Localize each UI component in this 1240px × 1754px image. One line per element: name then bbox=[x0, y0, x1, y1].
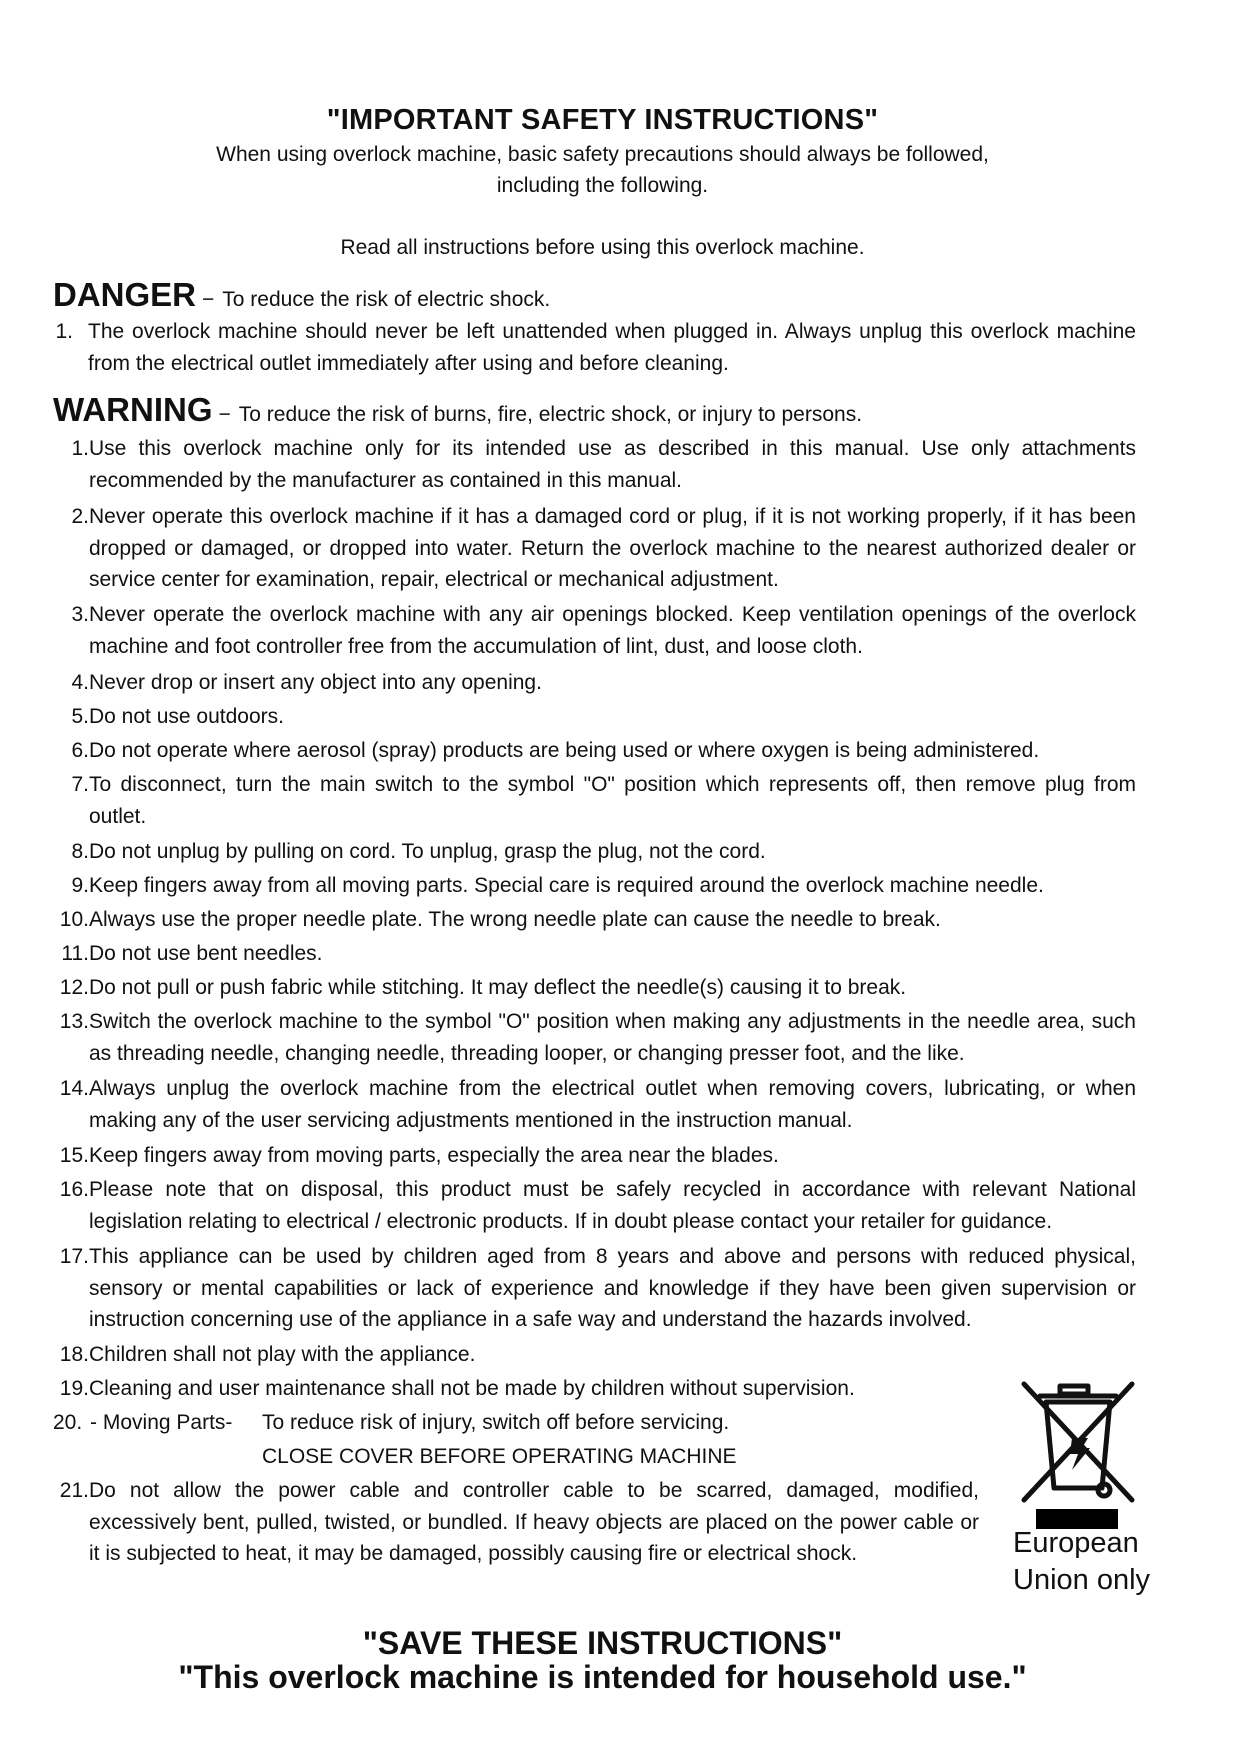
item-text: Use this overlock machine only for its intended use as described in this manual. Use only attachments recommended by the manufacturer as contained in this manual. bbox=[89, 437, 1136, 492]
item-text: Cleaning and user maintenance shall not be made by children without supervision. bbox=[89, 1377, 855, 1400]
warning-item-12 bbox=[59, 972, 1136, 1004]
intro-line-2: including the following. bbox=[496, 174, 709, 197]
item-number: 7. bbox=[71, 773, 89, 796]
item-number: 12. bbox=[59, 976, 89, 999]
item-text: Keep fingers away from moving parts, especially the area near the blades. bbox=[89, 1144, 779, 1167]
weee-line-2: Union only bbox=[1013, 1564, 1151, 1596]
item-number: 21. bbox=[59, 1479, 89, 1502]
warning-item-20 bbox=[53, 1407, 232, 1439]
warning-item-1 bbox=[71, 433, 1136, 496]
item-number: 18. bbox=[59, 1343, 89, 1366]
item-number: 20. bbox=[53, 1411, 83, 1434]
item-number: 15. bbox=[59, 1144, 89, 1167]
household-use-heading: "This overlock machine is intended for household use." bbox=[178, 1659, 1027, 1695]
warning-item-4 bbox=[71, 667, 1136, 699]
warning-text: To reduce the risk of burns, fire, electric shock, or injury to persons. bbox=[238, 403, 863, 426]
warning-item-6 bbox=[71, 735, 1136, 767]
danger-heading bbox=[53, 276, 550, 314]
save-instructions-heading: "SAVE THESE INSTRUCTIONS" bbox=[362, 1625, 843, 1661]
item-text: Do not unplug by pulling on cord. To unplug, grasp the plug, not the cord. bbox=[89, 840, 766, 863]
warning-item-5 bbox=[71, 701, 1136, 733]
item-number: 11. bbox=[61, 942, 89, 965]
item-text: Please note that on disposal, this product must be safely recycled in accordance with relevant National legislation relating to electrical / electronic products. If in doubt please contact your retailer for guidance. bbox=[89, 1178, 1136, 1233]
item-text: Never operate this overlock machine if it has a damaged cord or plug, if it is not working properly, if it has been dropped or damaged, or dropped into water. Return the overlock machine to the nearest authorized dealer or service center for examination, repair, electrical or mechanical adjustment. bbox=[89, 505, 1136, 591]
item-number: 1. bbox=[55, 320, 73, 343]
moving-parts-text: To reduce risk of injury, switch off before servicing. bbox=[262, 1411, 730, 1434]
item-text: Do not use bent needles. bbox=[89, 942, 323, 965]
warning-item-9 bbox=[71, 870, 1136, 902]
item-text: Do not pull or push fabric while stitching. It may deflect the needle(s) causing it to break. bbox=[89, 976, 907, 999]
item-number: 19. bbox=[59, 1377, 89, 1400]
warning-keyword: WARNING bbox=[53, 391, 213, 428]
item-text: To disconnect, turn the main switch to the symbol "O" position which represents off, then remove plug from outlet. bbox=[89, 773, 1136, 828]
warning-item-3 bbox=[71, 599, 1136, 662]
item-number: 4. bbox=[71, 671, 89, 694]
item-number: 17. bbox=[59, 1245, 89, 1268]
warning-item-21 bbox=[59, 1475, 979, 1570]
item-text: The overlock machine should never be left unattended when plugged in. Always unplug this overlock machine from the electrical outlet immediately after using and before cleaning. bbox=[88, 320, 1136, 375]
warning-item-2 bbox=[71, 501, 1136, 596]
intro-line-1: When using overlock machine, basic safety precautions should always be followed, bbox=[216, 143, 989, 166]
warning-item-14 bbox=[59, 1073, 1136, 1136]
danger-dash: − bbox=[202, 288, 215, 311]
warning-item-16 bbox=[59, 1174, 1136, 1237]
item-number: 14. bbox=[59, 1077, 89, 1100]
warning-item-13 bbox=[59, 1006, 1136, 1069]
weee-label bbox=[1013, 1525, 1150, 1599]
item-number: 5. bbox=[71, 705, 89, 728]
item-number: 1. bbox=[71, 437, 89, 460]
item-text: This appliance can be used by children aged from 8 years and above and persons with reduced physical, sensory or mental capabilities or lack of experience and knowledge if they have been given supervision or instruction concerning use of the appliance in a safe way and understand the hazards involved. bbox=[89, 1245, 1136, 1331]
danger-keyword: DANGER bbox=[53, 276, 197, 313]
item-number: 9. bbox=[71, 874, 89, 897]
item-text: Do not operate where aerosol (spray) products are being used or where oxygen is being administered. bbox=[89, 739, 1040, 762]
warning-item-15 bbox=[59, 1140, 1136, 1172]
weee-line-1: European bbox=[1013, 1527, 1139, 1559]
warning-item-7 bbox=[71, 769, 1136, 832]
item-text: Switch the overlock machine to the symbol "O" position when making any adjustments in the needle area, such as threading needle, changing needle, threading looper, or changing presser foot, and the like. bbox=[89, 1010, 1136, 1065]
item-text: Always use the proper needle plate. The wrong needle plate can cause the needle to break. bbox=[89, 908, 941, 931]
item-text: Children shall not play with the appliance. bbox=[89, 1343, 476, 1366]
item-number: 6. bbox=[71, 739, 89, 762]
item-text: Always unplug the overlock machine from the electrical outlet when removing covers, lubricating, or when making any of the user servicing adjustments mentioned in the instruction manual. bbox=[89, 1077, 1136, 1132]
warning-item-8 bbox=[71, 836, 1136, 868]
danger-item-1 bbox=[55, 316, 1136, 379]
warning-item-19 bbox=[59, 1373, 1136, 1405]
item-number: 10. bbox=[59, 908, 89, 931]
warning-item-11 bbox=[61, 938, 1136, 970]
item-number: 2. bbox=[71, 505, 89, 528]
intro-read-all: Read all instructions before using this overlock machine. bbox=[340, 236, 865, 259]
item-text: Do not allow the power cable and controller cable to be scarred, damaged, modified, excessively bent, pulled, twisted, or bundled. If heavy objects are placed on the power cable or it is subjected to heat, it may be damaged, possibly causing fire or electrical shock. bbox=[89, 1479, 979, 1565]
moving-parts-label: - Moving Parts- bbox=[90, 1411, 233, 1434]
warning-dash: − bbox=[218, 403, 231, 426]
warning-heading bbox=[53, 391, 862, 429]
item-number: 8. bbox=[71, 840, 89, 863]
page-title: "IMPORTANT SAFETY INSTRUCTIONS" bbox=[326, 104, 879, 136]
warning-item-18 bbox=[59, 1339, 1136, 1371]
item-text: Do not use outdoors. bbox=[89, 705, 284, 728]
warning-item-17 bbox=[59, 1241, 1136, 1336]
item-text: Never drop or insert any object into any opening. bbox=[89, 671, 542, 694]
close-cover-text: CLOSE COVER BEFORE OPERATING MACHINE bbox=[262, 1445, 737, 1468]
item-number: 16. bbox=[59, 1178, 89, 1201]
crossed-out-wheelie-bin-icon bbox=[1016, 1378, 1140, 1506]
item-number: 3. bbox=[71, 603, 89, 626]
item-text: Never operate the overlock machine with any air openings blocked. Keep ventilation openings of the overlock machine and foot controller free from the accumulation of lint, dust, and loose cloth. bbox=[89, 603, 1136, 658]
danger-text: To reduce the risk of electric shock. bbox=[222, 288, 551, 311]
warning-item-10 bbox=[59, 904, 1136, 936]
item-text: Keep fingers away from all moving parts. Special care is required around the overlock machine needle. bbox=[89, 874, 1044, 897]
item-number: 13. bbox=[59, 1010, 89, 1033]
